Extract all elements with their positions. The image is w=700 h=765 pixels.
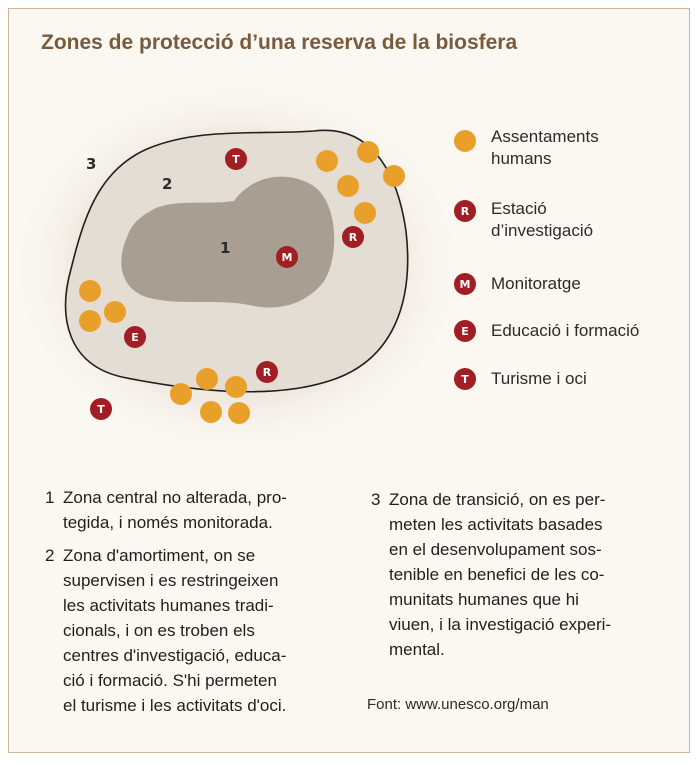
- settlement-dot: [104, 301, 126, 323]
- legend-label-tourism: Turisme i oci: [491, 369, 587, 388]
- marker-tourism-bottom: [90, 398, 112, 420]
- description-number: 3: [371, 490, 381, 509]
- zone-number-3: 3: [86, 155, 97, 173]
- description-number: 2: [45, 546, 55, 565]
- legend-education-icon: [454, 320, 476, 342]
- settlement-dot: [196, 368, 218, 390]
- zone-description-3: [371, 487, 671, 667]
- svg-text:T: T: [461, 373, 469, 386]
- description-text: Zona central no alterada, pro- tegida, i només monitorada.: [63, 488, 287, 532]
- settlement-dot: [79, 280, 101, 302]
- legend-monitoring-icon: [454, 273, 476, 295]
- marker-letter: M: [281, 251, 293, 264]
- infographic-frame: [8, 8, 690, 753]
- description-number: 1: [45, 488, 55, 507]
- marker-research-bottom: [256, 361, 278, 383]
- zone-number-2: 2: [162, 175, 173, 193]
- settlement-dot: [225, 376, 247, 398]
- marker-tourism-top: [225, 148, 247, 170]
- legend-settlement-icon: [454, 130, 476, 152]
- svg-text:R: R: [460, 205, 470, 218]
- settlement-dot: [357, 141, 379, 163]
- legend-label-settlements: Assentaments humans: [491, 127, 599, 168]
- reserve-diagram: [9, 9, 690, 479]
- marker-letter: R: [262, 366, 272, 379]
- settlement-dot: [316, 150, 338, 172]
- page-title: Zones de protecció d’una reserva de la biosfera: [41, 31, 518, 54]
- legend-label-research: Estació d’investigació: [491, 199, 594, 240]
- zone-description-2: [45, 543, 350, 723]
- settlement-dot: [383, 165, 405, 187]
- source-credit: Font: www.unesco.org/man: [367, 696, 549, 713]
- marker-letter: R: [348, 231, 358, 244]
- description-text: Zona d'amortiment, on se supervisen i es restringeixen les activitats humanes tradi- cionals, i on es troben els centres d'investigació, educa- ció i formació. S'hi permeten el turisme i les activitats d'oci.: [63, 546, 287, 715]
- legend-research-icon: [454, 200, 476, 222]
- legend-label-education: Educació i formació: [491, 321, 640, 340]
- zone-number-1: 1: [220, 239, 231, 257]
- legend-label-monitoring: Monitoratge: [491, 274, 581, 293]
- legend-tourism-icon: [454, 368, 476, 390]
- settlement-dot: [170, 383, 192, 405]
- marker-letter: T: [232, 153, 240, 166]
- settlement-dot: [354, 202, 376, 224]
- marker-letter: T: [97, 403, 105, 416]
- marker-letter: E: [131, 331, 139, 344]
- svg-text:M: M: [459, 278, 471, 291]
- settlement-dot: [200, 401, 222, 423]
- svg-text:E: E: [461, 325, 469, 338]
- marker-education: [124, 326, 146, 348]
- description-text: Zona de transició, on es per- meten les activitats basades en el desenvolupament sos- tenible en benefici de les co- munitats humanes que hi viuen, i la investigació experi- mental.: [389, 490, 612, 659]
- marker-monitoring: [276, 246, 298, 268]
- settlement-dot: [337, 175, 359, 197]
- settlement-dot: [228, 402, 250, 424]
- settlement-dot: [79, 310, 101, 332]
- zone-description-1: [45, 485, 345, 545]
- marker-research-right: [342, 226, 364, 248]
